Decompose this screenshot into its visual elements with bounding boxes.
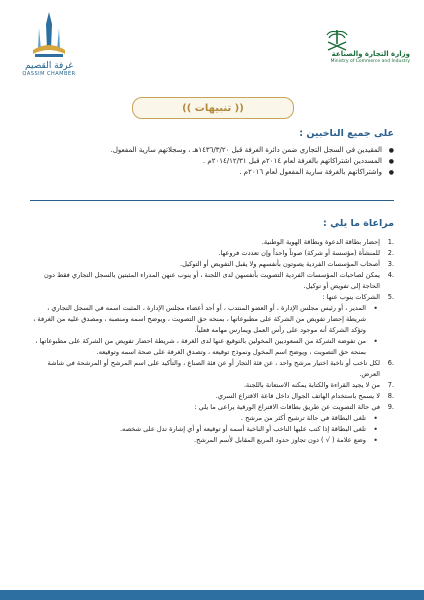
considerations-list — [30, 237, 394, 303]
list-item — [30, 259, 394, 270]
item-number: 7. — [387, 381, 394, 389]
list-item: ● واشتراكاتهم بالغرفة سارية المفعول لعام ٢٠١٦م . — [30, 167, 394, 178]
item-number: 5. — [387, 293, 394, 301]
chamber-logo — [14, 10, 84, 88]
list-item: • وضع علامة ( √ ) دون تجاوز حدود المربع المقابل لأسم المرشح. — [30, 435, 394, 446]
item-text: الشركات ينوب عنها : — [322, 293, 380, 301]
item-text: في حالة التصويت عن طريق بطاقات الاقتراع الورقية يراعى ما يلي : — [194, 403, 380, 411]
page-header — [0, 0, 424, 95]
considerations-title: مراعاة ما يلي : — [323, 218, 394, 229]
item-number: 1. — [387, 238, 394, 246]
chamber-name-ar: غرفة القصيم — [25, 61, 73, 71]
item-number: 2. — [387, 249, 394, 257]
voters-list — [30, 145, 394, 178]
list-item — [30, 248, 394, 259]
list-item — [30, 292, 394, 303]
list-item: ● المقيدين في السجل التجاري ضمن دائرة الغرفة قبل ١٤٣٦/٣/٢٠هـ ، وسجلاتهم سارية المفعول. — [30, 145, 394, 156]
item-number: 8. — [387, 392, 394, 400]
considerations-section — [30, 218, 394, 446]
company-representatives-list — [30, 303, 394, 358]
list-item — [30, 358, 394, 380]
chamber-emblem-icon — [29, 10, 69, 60]
voters-title: على جميع الناخبين : — [299, 128, 394, 139]
item-text: إحضار بطاقة الدعوة وبطاقة الهوية الوطنية. — [261, 238, 380, 246]
list-item: • من تفوضه الشركة من السعوديين المخولين بالتوقيع عنها لدى الغرفة ، شريطة احضار تفويض من الشركة على مطبوعاتها ، بمنحه حق التصويت ، ويوضح اسم المخول ونموذج توقيعه ، وتصدق الغرفة على صحة اسمه وتوقيعه. — [30, 336, 394, 358]
item-number: 6. — [387, 359, 394, 367]
item-number: 4. — [387, 271, 394, 279]
list-item — [30, 391, 394, 402]
item-number: 9. — [387, 403, 394, 411]
ballot-rules-list — [30, 413, 394, 446]
list-item: • تلغى البطاقة في حالة ترشيح أكثر من مرشح . — [30, 413, 394, 424]
item-text: للمنشأة (مؤسسة أو شركة) صوتاً واحداً وإن تعددت فروعها. — [218, 249, 380, 257]
item-text: من لا يجيد القراءة والكتابة يمكنه الاستعانة باللجنة. — [243, 381, 380, 389]
list-item: ● المسددين اشتراكاتهم بالغرفة لعام ٢٠١٤م قبل ٢٠١٤/١٢/٣١م . — [30, 156, 394, 167]
palm-swords-emblem-icon — [324, 28, 350, 54]
footer-bar — [0, 590, 424, 600]
considerations-list-continued — [30, 358, 394, 413]
banner-title: (( تنبيهات )) — [182, 102, 244, 114]
chamber-name-en: QASSIM CHAMBER — [22, 71, 76, 77]
list-item — [30, 237, 394, 248]
ministry-name-en: Ministry of Commerce and Industry — [330, 59, 410, 64]
list-item — [30, 402, 394, 413]
list-item — [30, 270, 394, 292]
notices-banner — [132, 97, 294, 119]
voters-section — [30, 128, 394, 178]
list-item: • المدير ، أو رئيس مجلس الإدارة ، أو العضو المنتدب ، أو أحد أعضاء مجلس الإدارة ، المثبت اسمه في السجل التجاري ، شريطة إحضار تفويض من الشركة على مطبوعاتها ، بمنحه حق التصويت ، ويوضح اسمه ومنصبه ، ومصدق عليه من الغرفة ، وتؤكد الشركة أنه موجود على رأس العمل ويمارس مهامه فعلياً. — [30, 303, 394, 336]
item-text: يمكن لصاحبات المؤسسات الفردية التصويت بأنفسهن لدى اللجنة ، أو ينوب عنهن المدراء المثبتين بالسجل التجاري فقط دون الحاجة إلى تفويض أو توكيل. — [44, 271, 380, 290]
list-item — [30, 380, 394, 391]
item-number: 3. — [387, 260, 394, 268]
ministry-name-ar: وزارة التجارة والصناعة — [331, 50, 410, 58]
item-text: أصحاب المؤسسات الفردية يصوتون بأنفسهم ولا يقبل التفويض أو التوكيل. — [180, 260, 380, 268]
list-item: • تلغى البطاقة إذا كتب عليها الناخب أو الناخبة أسمه أو توقيعه أو أي إشارة تدل على شخصه. — [30, 424, 394, 435]
ministry-logo — [310, 30, 410, 65]
item-text: لكل ناخب أو ناخبة اختيار مرشح واحد ، عن فئة التجار أو عن فئة الصناع ، والتأكيد على اسم المرشح أو المرشحة في شاشة العرض. — [47, 359, 380, 378]
item-text: لا يسمح باستخدام الهاتف الجوال داخل قاعة الاقتراع السري. — [215, 392, 380, 400]
section-divider — [30, 200, 394, 201]
